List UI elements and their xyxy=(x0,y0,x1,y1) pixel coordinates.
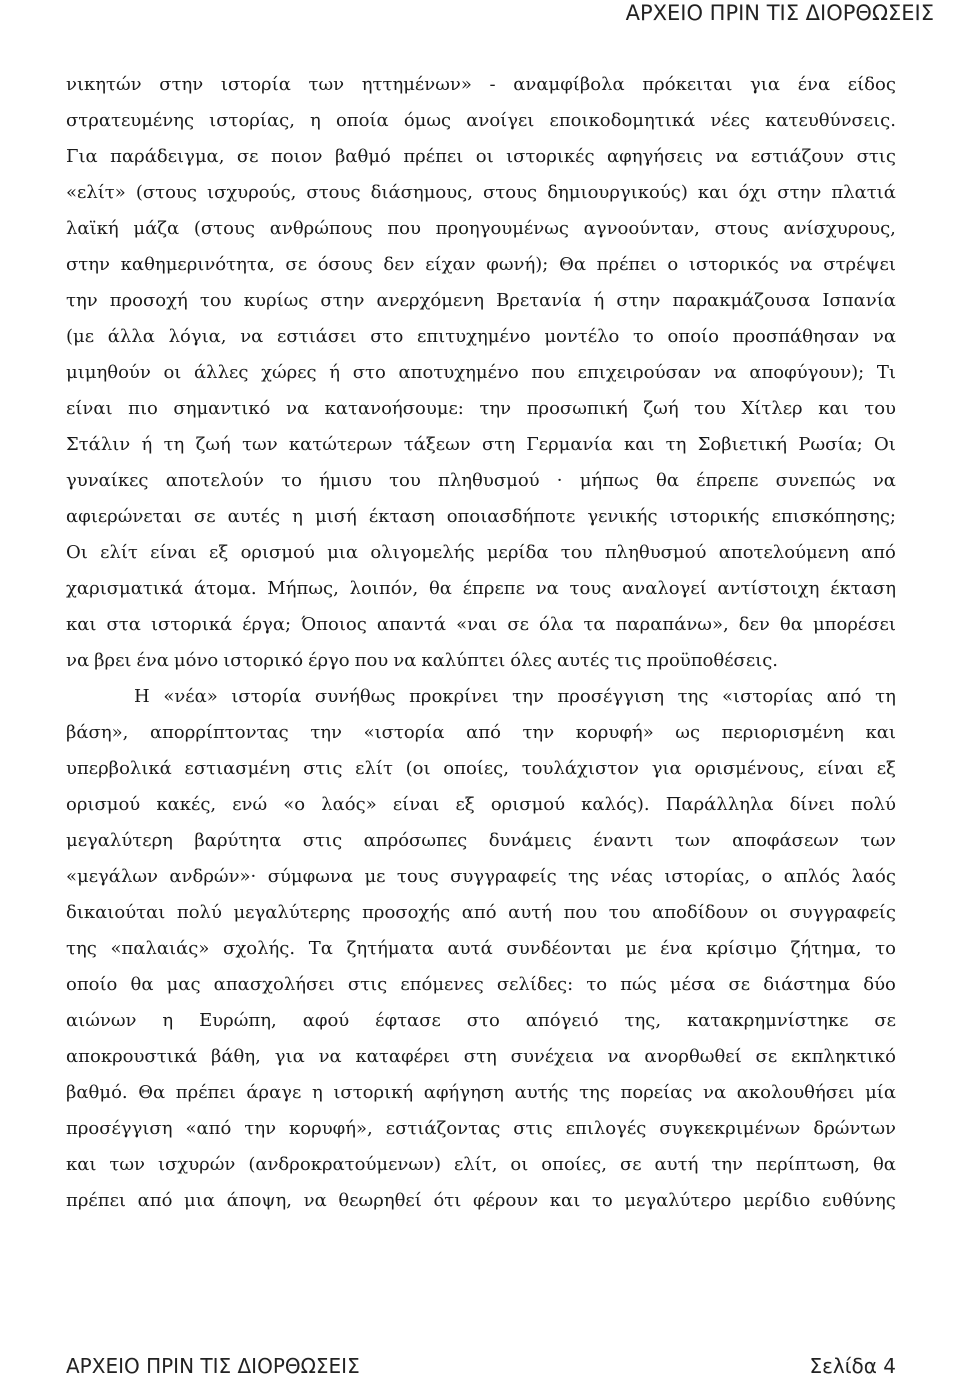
page-header xyxy=(626,0,960,26)
text-line: βαθμό. Θα πρέπει άραγε η ιστορική αφήγηση αυτής της πορείας να ακολουθήσει μία xyxy=(66,1082,896,1103)
text-line: βάση», απορρίπτοντας την «ιστορία από την κορυφή» ως περιορισμένη και xyxy=(66,722,896,743)
text-line: υπερβολικά εστιασμένη στις ελίτ (οι οποίες, τουλάχιστον για ορισμένους, είναι εξ xyxy=(66,758,896,779)
page-number: Σελίδα 4 xyxy=(809,1354,896,1378)
paragraph xyxy=(66,67,896,679)
text-line: «μεγάλων ανδρών»· σύμφωνα με τους συγγραφείς της νέας ιστορίας, ο απλός λαός xyxy=(66,866,896,887)
text-line: Για παράδειγμα, σε ποιον βαθμό πρέπει οι ιστορικές αφηγήσεις να εστιάζουν στις xyxy=(66,146,896,167)
text-line: μεγαλύτερη βαρύτητα στις απρόσωπες δυνάμεις έναντι των αποφάσεων των xyxy=(66,830,896,851)
text-line: (με άλλα λόγια, να εστιάσει στο επιτυχημένο μοντέλο το οποίο προσπάθησαν να xyxy=(66,326,896,347)
footer-title: ΑΡΧΕΙΟ ΠΡΙΝ ΤΙΣ ΔΙΟΡΘΩΣΕΙΣ xyxy=(66,1354,360,1378)
text-line: Οι ελίτ είναι εξ ορισμού μια ολιγομελής μερίδα του πληθυσμού αποτελούμενη από xyxy=(66,542,896,563)
text-line: νικητών στην ιστορία των ηττημένων» - αναμφίβολα πρόκειται για ένα είδος xyxy=(66,74,896,95)
text-line: αποκρουστικά βάθη, για να καταφέρει στη συνέχεια να ανορθωθεί σε εκπληκτικό xyxy=(66,1046,896,1067)
text-line: χαρισματικά άτομα. Μήπως, λοιπόν, θα έπρεπε να τους αναλογεί αντίστοιχη έκταση xyxy=(66,578,896,599)
text-line: προσέγγιση «από την κορυφή», εστιάζοντας στις επιλογές συγκεκριμένων δρώντων xyxy=(66,1118,896,1139)
text-line: αφιερώνεται σε αυτές η μισή έκταση οποιασδήποτε γενικής ιστορικής επισκόπησης; xyxy=(66,506,896,527)
text-line: και στα ιστορικά έργα; Όποιος απαντά «ναι σε όλα τα παραπάνω», δεν θα μπορέσει xyxy=(66,614,896,635)
text-line: μιμηθούν οι άλλες χώρες ή στο αποτυχημένο που επιχειρούσαν να αποφύγουν); Τι xyxy=(66,362,896,383)
text-line: λαϊκή μάζα (στους ανθρώπους που προηγουμένως αγνοούνταν, στους ανίσχυρους, xyxy=(66,218,896,239)
document-body xyxy=(66,67,896,1219)
text-line: πρέπει από μια άποψη, να θεωρηθεί ότι φέρουν και το μεγαλύτερο μερίδιο ευθύνης xyxy=(66,1190,896,1211)
text-line: αιώνων η Ευρώπη, αφού έφτασε στο απόγειό της, κατακρημνίστηκε σε xyxy=(66,1010,896,1031)
text-line: είναι πιο σημαντικό να κατανοήσουμε: την προσωπική ζωή του Χίτλερ και του xyxy=(66,398,896,419)
text-line: Η «νέα» ιστορία συνήθως προκρίνει την προσέγγιση της «ιστορίας από τη xyxy=(134,686,896,707)
text-line: δικαιούται πολύ μεγαλύτερης προσοχής από αυτή που του αποδίδουν οι συγγραφείς xyxy=(66,902,896,923)
text-line: την προσοχή του κυρίως στην ανερχόμενη Βρετανία ή στην παρακμάζουσα Ισπανία xyxy=(66,290,896,311)
text-line: της «παλαιάς» σχολής. Τα ζητήματα αυτά συνδέονται με ένα κρίσιμο ζήτημα, το xyxy=(66,938,896,959)
text-line: στρατευμένης ιστορίας, η οποία όμως ανοίγει εποικοδομητικά νέες κατευθύνσεις. xyxy=(66,110,896,131)
header-title: ΑΡΧΕΙΟ ΠΡΙΝ ΤΙΣ ΔΙΟΡΘΩΣΕΙΣ xyxy=(625,1,934,25)
text-line: να βρει ένα μόνο ιστορικό έργο που να καλύπτει όλες αυτές τις προϋποθέσεις. xyxy=(66,650,779,671)
paragraph xyxy=(66,679,896,1219)
text-line: στην καθημερινότητα, σε όσους δεν είχαν φωνή); Θα πρέπει ο ιστορικός να στρέψει xyxy=(66,254,896,275)
text-line: «ελίτ» (στους ισχυρούς, στους διάσημους, στους δημιουργικούς) και όχι στην πλατιά xyxy=(66,182,896,203)
page-footer xyxy=(66,1353,896,1378)
text-line: γυναίκες αποτελούν το ήμισυ του πληθυσμού · μήπως θα έπρεπε συνεπώς να xyxy=(66,470,896,491)
text-line: και των ισχυρών (ανδροκρατούμενων) ελίτ, οι οποίες, σε αυτή την περίπτωση, θα xyxy=(66,1154,896,1175)
text-line: οποίο θα μας απασχολήσει στις επόμενες σελίδες: το πώς μέσα σε διάστημα δύο xyxy=(66,974,896,995)
text-line: ορισμού κακές, ενώ «ο λαός» είναι εξ ορισμού καλός). Παράλληλα δίνει πολύ xyxy=(66,794,896,815)
text-line: Στάλιν ή τη ζωή των κατώτερων τάξεων στη Γερμανία και τη Σοβιετική Ρωσία; Οι xyxy=(66,434,896,455)
